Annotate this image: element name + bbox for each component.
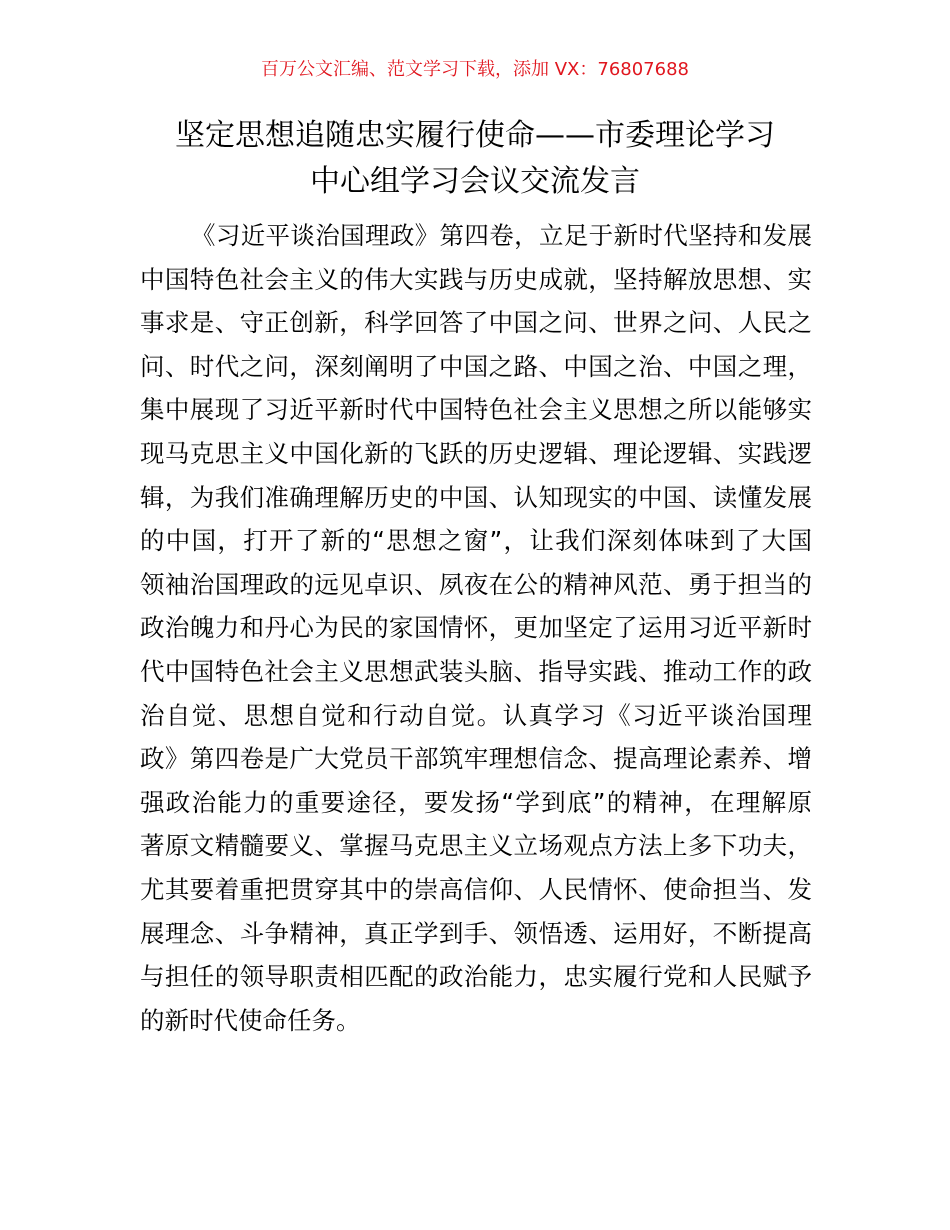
body-line: 尤其要着重把贯穿其中的崇高信仰、人民情怀、使命担当、发 bbox=[140, 874, 812, 904]
body-line: 领袖治国理政的远见卓识、夙夜在公的精神风范、勇于担当的 bbox=[140, 569, 812, 599]
body-line: 政治魄力和丹心为民的家国情怀，更加坚定了运用习近平新时 bbox=[140, 613, 812, 643]
body-line: 事求是、守正创新，科学回答了中国之问、世界之问、人民之 bbox=[140, 308, 812, 338]
body-line: 辑，为我们准确理解历史的中国、认知现实的中国、读懂发展 bbox=[140, 482, 812, 512]
title-line: 坚定思想追随忠实履行使命——市委理论学习 bbox=[175, 118, 775, 153]
body-line: 代中国特色社会主义思想武装头脑、指导实践、推动工作的政 bbox=[140, 656, 812, 686]
body-line: 治自觉、思想自觉和行动自觉。认真学习《习近平谈治国理 bbox=[140, 700, 812, 730]
body-line: 问、时代之问，深刻阐明了中国之路、中国之治、中国之理， bbox=[140, 351, 812, 381]
body-line: 的新时代使命任务。 bbox=[140, 1005, 361, 1035]
body-line: 政》第四卷是广大党员干部筑牢理想信念、提高理论素养、增 bbox=[140, 744, 812, 774]
body-line: 《习近平谈治国理政》第四卷，立足于新时代坚持和发展 bbox=[191, 221, 812, 250]
title-line: 中心组学习会议交流发言 bbox=[310, 164, 640, 199]
document-body bbox=[140, 214, 812, 1042]
body-line: 展理念、斗争精神，真正学到手、领悟透、运用好，不断提高 bbox=[140, 918, 812, 948]
body-line: 强政治能力的重要途径，要发扬“学到底”的精神，在理解原 bbox=[140, 787, 812, 817]
body-line: 的中国，打开了新的“思想之窗”，让我们深刻体味到了大国 bbox=[140, 526, 812, 556]
body-line: 现马克思主义中国化新的飞跃的历史逻辑、理论逻辑、实践逻 bbox=[140, 438, 812, 468]
document-title bbox=[100, 113, 850, 205]
body-line: 中国特色社会主义的伟大实践与历史成就，坚持解放思想、实 bbox=[140, 264, 812, 294]
body-line: 著原文精髓要义、掌握马克思主义立场观点方法上多下功夫， bbox=[140, 831, 812, 861]
body-line: 集中展现了习近平新时代中国特色社会主义思想之所以能够实 bbox=[140, 395, 812, 425]
watermark-header: 百万公文汇编、范文学习下载，添加 VX：76807688 bbox=[261, 59, 689, 80]
body-line: 与担任的领导职责相匹配的政治能力，忠实履行党和人民赋予 bbox=[140, 962, 812, 992]
